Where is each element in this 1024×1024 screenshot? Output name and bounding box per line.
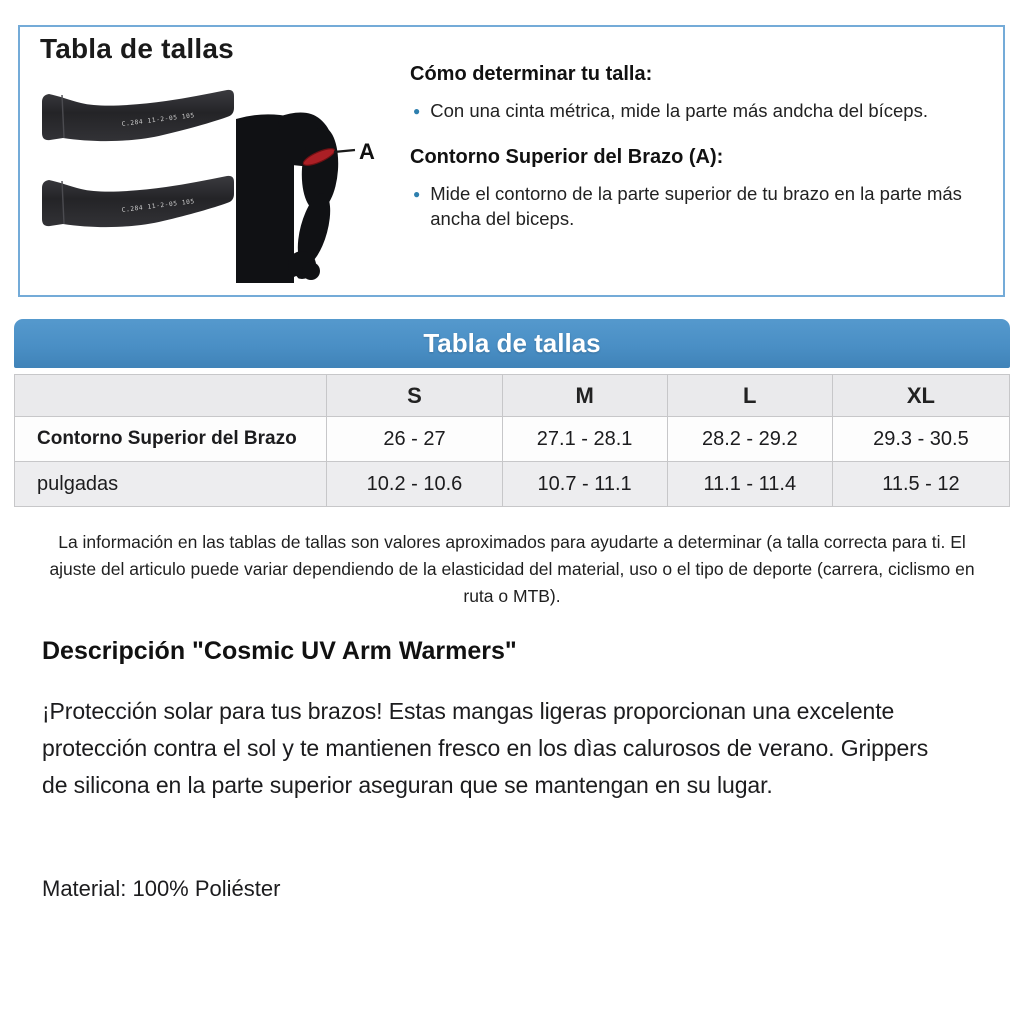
cell-value: 28.2 - 29.2 [667,417,832,462]
sleeve-print-text: C.284 11-2-05 105 [121,112,196,128]
size-column-m: M [502,375,667,417]
cell-value: 11.1 - 11.4 [667,462,832,507]
cell-value: 10.7 - 11.1 [502,462,667,507]
contour-bullet-text: Mide el contorno de la parte superior de tu brazo en la parte más ancha del biceps. [430,182,962,230]
size-table-corner-cell [15,375,327,417]
cell-value: 11.5 - 12 [832,462,1009,507]
size-guide-box [18,25,1005,297]
size-table-section [14,319,1010,507]
size-table-title-bar [14,319,1010,368]
size-disclaimer-text: La información en las tablas de tallas son valores aproximados para ayudarte a determinar (a talla correcta para ti. El ajuste del articulo puede variar dependiendo de la elasticidad del material, uso o el tipo de deporte (carrera, ciclismo en ruta o MTB). [49,532,975,606]
cell-value: 27.1 - 28.1 [502,417,667,462]
table-row-contour [15,417,1010,462]
size-guide-instructions [410,55,990,236]
description-body: ¡Protección solar para tus brazos! Estas mangas ligeras proporcionan una excelente protección contra el sol y te mantienen fresco en los dìas calurosos de verano. Grippers de silicona en la parte superior aseguran que se mantengan en su lugar. [42,698,929,799]
size-table-header-row [15,375,1010,417]
arm-sleeves-image [38,85,236,271]
description-heading: Descripción "Cosmic UV Arm Warmers" [42,637,517,665]
size-column-l: L [667,375,832,417]
arm-measure-diagram [234,107,384,287]
size-table-title: Tabla de tallas [423,328,601,358]
contour-heading: Contorno Superior del Brazo (A): [410,145,724,168]
product-description-section [42,637,934,804]
bullet-icon: ● [413,186,421,201]
how-to-bullet-item [410,98,990,124]
cell-value: 26 - 27 [327,417,502,462]
size-table [14,374,1010,507]
table-row-inches [15,462,1010,507]
how-to-bullet-text: Con una cinta métrica, mide la parte más andcha del bíceps. [430,100,928,121]
row-label: Contorno Superior del Brazo [15,417,327,462]
material-info: Material: 100% Poliéster [42,876,281,901]
cell-value: 29.3 - 30.5 [832,417,1009,462]
contour-bullet-item [410,181,990,232]
cell-value: 10.2 - 10.6 [327,462,502,507]
size-column-s: S [327,375,502,417]
size-guide-title: Tabla de tallas [40,33,234,64]
bullet-icon: ● [413,104,421,118]
row-label: pulgadas [15,462,327,507]
size-column-xl: XL [832,375,1009,417]
measure-point-label: A [359,139,375,164]
how-to-heading: Cómo determinar tu talla: [410,63,653,85]
